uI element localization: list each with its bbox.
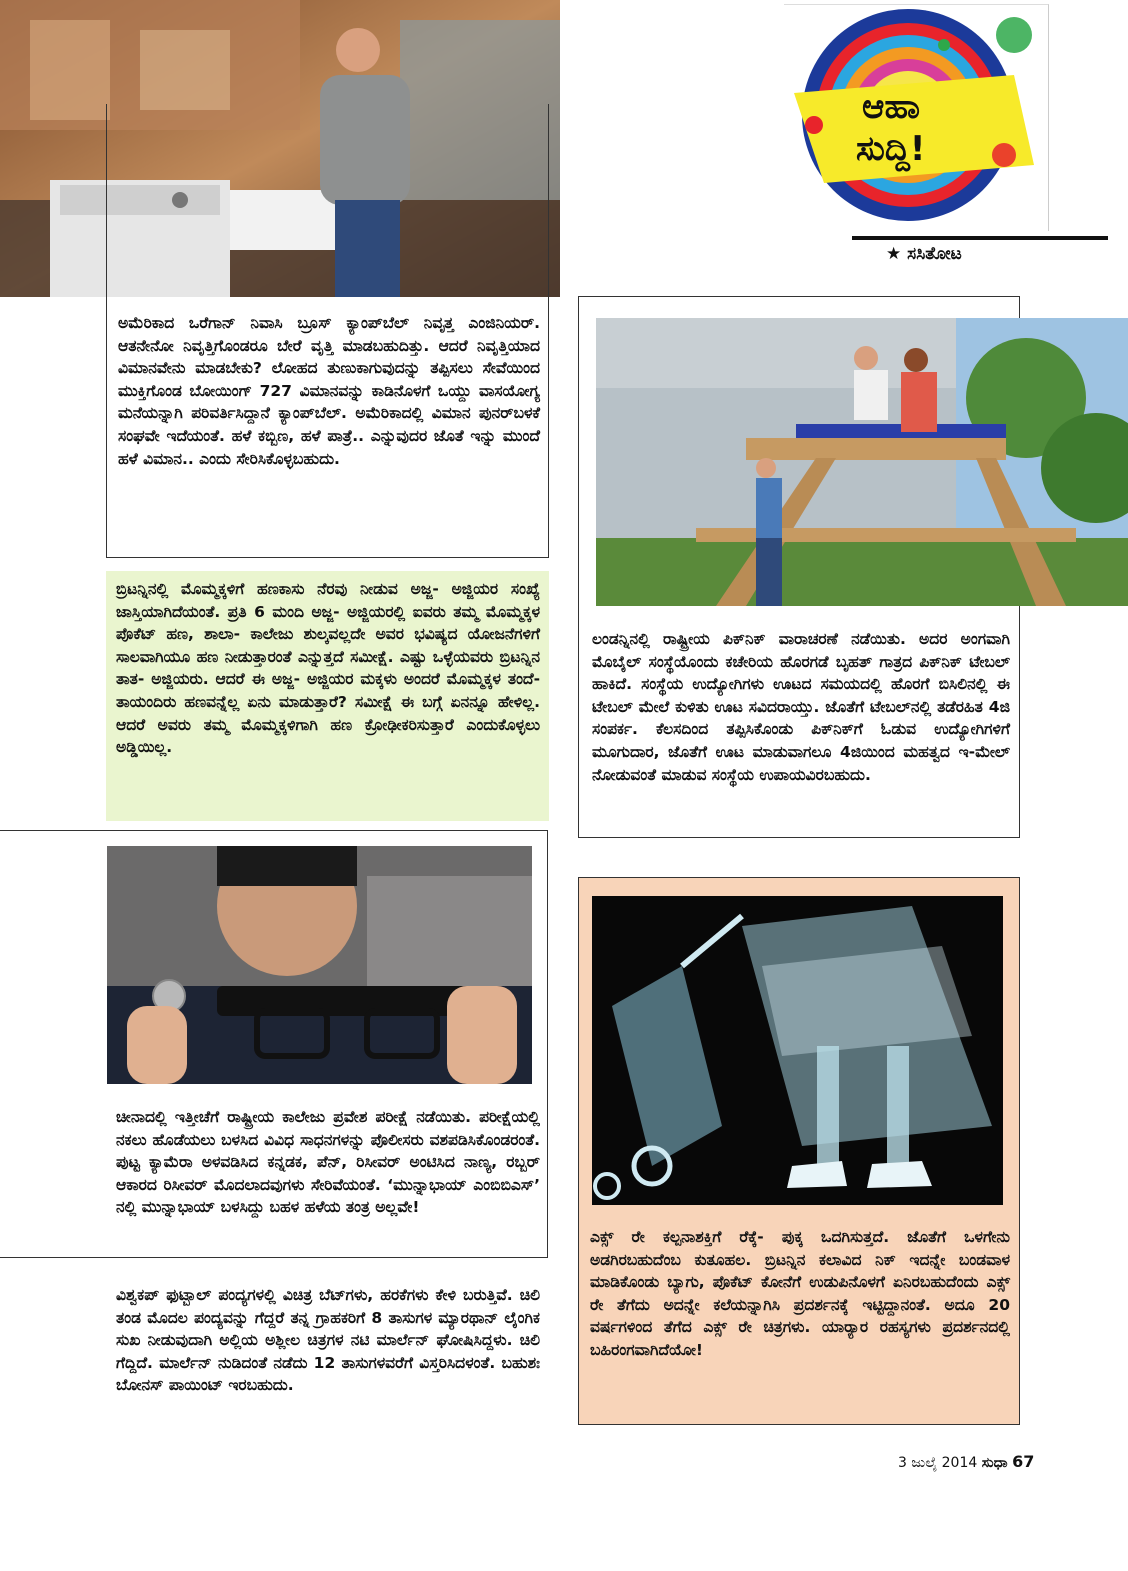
aha-suddi-logo (784, 4, 1049, 231)
plane-house-text: ಅಮೆರಿಕಾದ ಒರೆಗಾನ್ ನಿವಾಸಿ ಬ್ರೂಸ್ ಕ್ಯಾಂಪ್‌ಬೆಲ್ ನಿವೃತ್ತ ಎಂಜಿನಿಯರ್. ಆತನೇನೋ ನಿವೃತ್ತಿಗೊಂಡರೂ ಬೇರೆ ವೃತ್ತಿ ಮಾಡಬಹುದಿತ್ತು. ಆದರೆ ನಿವೃತ್ತಿಯಾದ ವಿಮಾನವೇನು ಮಾಡಬೇಕು? ಲೋಹದ ತುಣುಕಾಗುವುದನ್ನು ತಪ್ಪಿಸಲು ಸೇವೆಯಿಂದ ಮುಕ್ತಿಗೊಂಡ ಬೋಯಿಂಗ್ 727 ವಿಮಾನವನ್ನು ಕಾಡಿನೊಳಗೆ ಒಯ್ದು ವಾಸಯೋಗ್ಯ ಮನೆಯನ್ನಾಗಿ ಪರಿವರ್ತಿಸಿದ್ದಾನೆ ಕ್ಯಾಂಪ್‌ಬೆಲ್. ಅಮೆರಿಕಾದಲ್ಲಿ ವಿಮಾನ ಪುನರ್‌ಬಳಕೆ ಸಂಘವೇ ಇದೆಯಂತೆ. ಹಳೆ ಕಬ್ಬಿಣ, ಹಳೆ ಪಾತ್ರೆ.. ಎನ್ನುವುದರ ಜೊತೆ ಇನ್ನು ಮುಂದೆ ಹಳೆ ವಿಮಾನ.. ಎಂದು ಸೇರಿಸಿಕೊಳ್ಳಬಹುದು. (118, 314, 540, 468)
star-icon: ★ (886, 244, 902, 264)
logo-title-line1: ಆಹಾ (862, 87, 921, 127)
picnic-photo (596, 318, 1128, 606)
china-exam-text: ಚೀನಾದಲ್ಲಿ ಇತ್ತೀಚೆಗೆ ರಾಷ್ಟ್ರೀಯ ಕಾಲೇಜು ಪ್ರವೇಶ ಪರೀಕ್ಷೆ ನಡೆಯಿತು. ಪರೀಕ್ಷೆಯಲ್ಲಿ ನಕಲು ಹೊಡೆಯಲು ಬಳಸಿದ ವಿವಿಧ ಸಾಧನಗಳನ್ನು ಪೊಲೀಸರು ವಶಪಡಿಸಿಕೊಂಡರಂತೆ. ಪುಟ್ಟ ಕ್ಯಾಮೆರಾ ಅಳವಡಿಸಿದ ಕನ್ನಡಕ, ಪೆನ್, ರಿಸೀವರ್ ಅಂಟಿಸಿದ ನಾಣ್ಯ, ರಬ್ಬರ್ ಆಕಾರದ ರಿಸೀವರ್ ಮೊದಲಾದವುಗಳು ಸೇರಿವೆಯಂತೆ. ‘ಮುನ್ನಾಭಾಯ್ ಎಂಬಿಬಿಎಸ್’ ನಲ್ಲಿ ಮುನ್ನಾಭಾಯ್ ಬಳಸಿದ್ದು ಬಹಳ ಹಳೆಯ ತಂತ್ರ ಅಲ್ಲವೇ! (116, 1108, 540, 1217)
footer-magazine: ಸುಧಾ (981, 1455, 1008, 1471)
byline-author: ಸಸಿತೋಟ (907, 244, 962, 264)
footer-page-number: 67 (1012, 1452, 1035, 1471)
xray-text: ಎಕ್ಸ್ ರೇ ಕಲ್ಪನಾಶಕ್ತಿಗೆ ರೆಕ್ಕೆ- ಪುಕ್ಕ ಒದಗಿಸುತ್ತದೆ. ಜೊತೆಗೆ ಒಳಗೇನು ಅಡಗಿರಬಹುದೆಂಬ ಕುತೂಹಲ. ಬ್ರಿಟನ್ನಿನ ಕಲಾವಿದ ನಿಕ್ ಇದನ್ನೇ ಬಂಡವಾಳ ಮಾಡಿಕೊಂಡು ಬ್ಯಾಗು, ಪೊಕೆಟ್ ಕೋನೆಗೆ ಉಡುಪಿನೊಳಗೆ ಏನಿರಬಹುದೆಂದು ಎಕ್ಸ್ ರೇ ತೆಗೆದು ಅದನ್ನೇ ಕಲೆಯನ್ನಾಗಿಸಿ ಪ್ರದರ್ಶನಕ್ಕೆ ಇಟ್ಟಿದ್ದಾನಂತೆ. ಅದೂ 20 ವರ್ಷಗಳಿಂದ ತೆಗೆದ ಎಕ್ಸ್ ರೇ ಚಿತ್ರಗಳು. ಯಾರ್‍ಯಾರ ರಹಸ್ಯಗಳು ಪ್ರದರ್ಶನದಲ್ಲಿ ಬಹಿರಂಗವಾಗಿದೆಯೋ! (590, 1228, 1010, 1359)
plane-house-box-cover (106, 104, 560, 297)
grandparents-text: ಬ್ರಿಟನ್ನಿನಲ್ಲಿ ಮೊಮ್ಮಕ್ಕಳಿಗೆ ಹಣಕಾಸು ನೆರವು ನೀಡುವ ಅಜ್ಜ- ಅಜ್ಜಿಯರ ಸಂಖ್ಯೆ ಜಾಸ್ತಿಯಾಗಿದೆಯಂತೆ. ಪ್ರತಿ 6 ಮಂದಿ ಅಜ್ಜ- ಅಜ್ಜಿಯರಲ್ಲಿ ಐವರು ತಮ್ಮ ಮೊಮ್ಮಕ್ಕಳ ಪೊಕೆಟ್ ಹಣ, ಶಾಲಾ- ಕಾಲೇಜು ಶುಲ್ಕವಲ್ಲದೇ ಅವರ ಭವಿಷ್ಯದ ಯೋಜನೆಗಳಿಗೆ ಸಾಲವಾಗಿಯೂ ಹಣ ನೀಡುತ್ತಾರಂತೆ ಎನ್ನುತ್ತದೆ ಸಮೀಕ್ಷೆ. ಎಷ್ಟು ಒಳ್ಳೆಯವರು ಬ್ರಿಟನ್ನಿನ ತಾತ- ಅಜ್ಜಿಯರು. ಆದರೆ ಈ ಅಜ್ಜ- ಅಜ್ಜಿಯರ ಮಕ್ಕಳು ಅಂದರೆ ಮೊಮ್ಮಕ್ಕಳ ತಂದೆ- ತಾಯಂದಿರು ಹಣವನ್ನೆಲ್ಲ ಏನು ಮಾಡುತ್ತಾರೆ? ಸಮೀಕ್ಷೆ ಈ ಬಗ್ಗೆ ಏನನ್ನೂ ಹೇಳಿಲ್ಲ. ಆದರೆ ಅವರು ತಮ್ಮ ಮೊಮ್ಮಕ್ಕಳಿಗಾಗಿ ಹಣ ಕ್ರೋಢೀಕರಿಸುತ್ತಾರೆ ಎಂದುಕೊಳ್ಳಲು ಅಡ್ಡಿಯಿಲ್ಲ. (116, 580, 540, 757)
china-exam-photo (107, 846, 532, 1084)
byline-rule (852, 236, 1108, 240)
page-footer (898, 1452, 1034, 1471)
logo-title-line2: ಸುದ್ದಿ! (856, 129, 926, 169)
footer-date: 3 ಜುಲೈ 2014 (898, 1455, 978, 1471)
byline (886, 244, 962, 264)
xray-photo (592, 896, 1003, 1205)
worldcup-text: ವಿಶ್ವಕಪ್ ಫುಟ್ಬಾಲ್ ಪಂದ್ಯಗಳಲ್ಲಿ ವಿಚಿತ್ರ ಬೆಟ್‌ಗಳು, ಹರಕೆಗಳು ಕೇಳಿ ಬರುತ್ತಿವೆ. ಚಿಲಿ ತಂಡ ಮೊದಲ ಪಂದ್ಯವನ್ನು ಗೆದ್ದರೆ ತನ್ನ ಗ್ರಾಹಕರಿಗೆ 8 ತಾಸುಗಳ ಮ್ಯಾರಥಾನ್ ಲೈಂಗಿಕ ಸುಖ ನೀಡುವುದಾಗಿ ಅಲ್ಲಿಯ ಅಶ್ಲೀಲ ಚಿತ್ರಗಳ ನಟಿ ಮಾರ್ಲೆನ್ ಘೋಷಿಸಿದ್ದಳು. ಚಿಲಿ ಗೆದ್ದಿದೆ. ಮಾರ್ಲೆನ್ ನುಡಿದಂತೆ ನಡೆದು 12 ತಾಸುಗಳವರೆಗೆ ವಿಸ್ತರಿಸಿದಳಂತೆ. ಬಹುಶಃ ಬೋನಸ್ ಪಾಯಿಂಟ್ ಇರಬಹುದು. (116, 1286, 540, 1395)
picnic-text: ಲಂಡನ್ನಿನಲ್ಲಿ ರಾಷ್ಟ್ರೀಯ ಪಿಕ್‌ನಿಕ್ ವಾರಾಚರಣೆ ನಡೆಯಿತು. ಅದರ ಅಂಗವಾಗಿ ಮೊಬೈಲ್ ಸಂಸ್ಥೆಯೊಂದು ಕಚೇರಿಯ ಹೊರಗಡೆ ಬೃಹತ್ ಗಾತ್ರದ ಪಿಕ್‌ನಿಕ್ ಟೇಬಲ್ ಹಾಕಿದೆ. ಸಂಸ್ಥೆಯ ಉದ್ಯೋಗಿಗಳು ಊಟದ ಸಮಯದಲ್ಲಿ ಹೊರಗೆ ಬಿಸಿಲಿನಲ್ಲಿ ಈ ಟೇಬಲ್ ಮೇಲೆ ಕುಳಿತು ಊಟ ಸವಿದರಾಯ್ತು. ಜೊತೆಗೆ ಟೇಬಲ್‌ನಲ್ಲಿ ತಡೆರಹಿತ 4ಜಿ ಸಂಪರ್ಕ. ಕೆಲಸದಿಂದ ತಪ್ಪಿಸಿಕೊಂಡು ಪಿಕ್‌ನಿಕ್‌ಗೆ ಓಡುವ ಉದ್ಯೋಗಿಗಳಿಗೆ ಮೂಗುದಾರ, ಜೊತೆಗೆ ಊಟ ಮಾಡುವಾಗಲೂ 4ಜಿಯಿಂದ ಮಹತ್ವದ ಇ-ಮೇಲ್ ನೋಡುವಂತೆ ಮಾಡುವ ಸಂಸ್ಥೆಯ ಉಪಾಯವಿರಬಹುದು. (592, 630, 1010, 784)
